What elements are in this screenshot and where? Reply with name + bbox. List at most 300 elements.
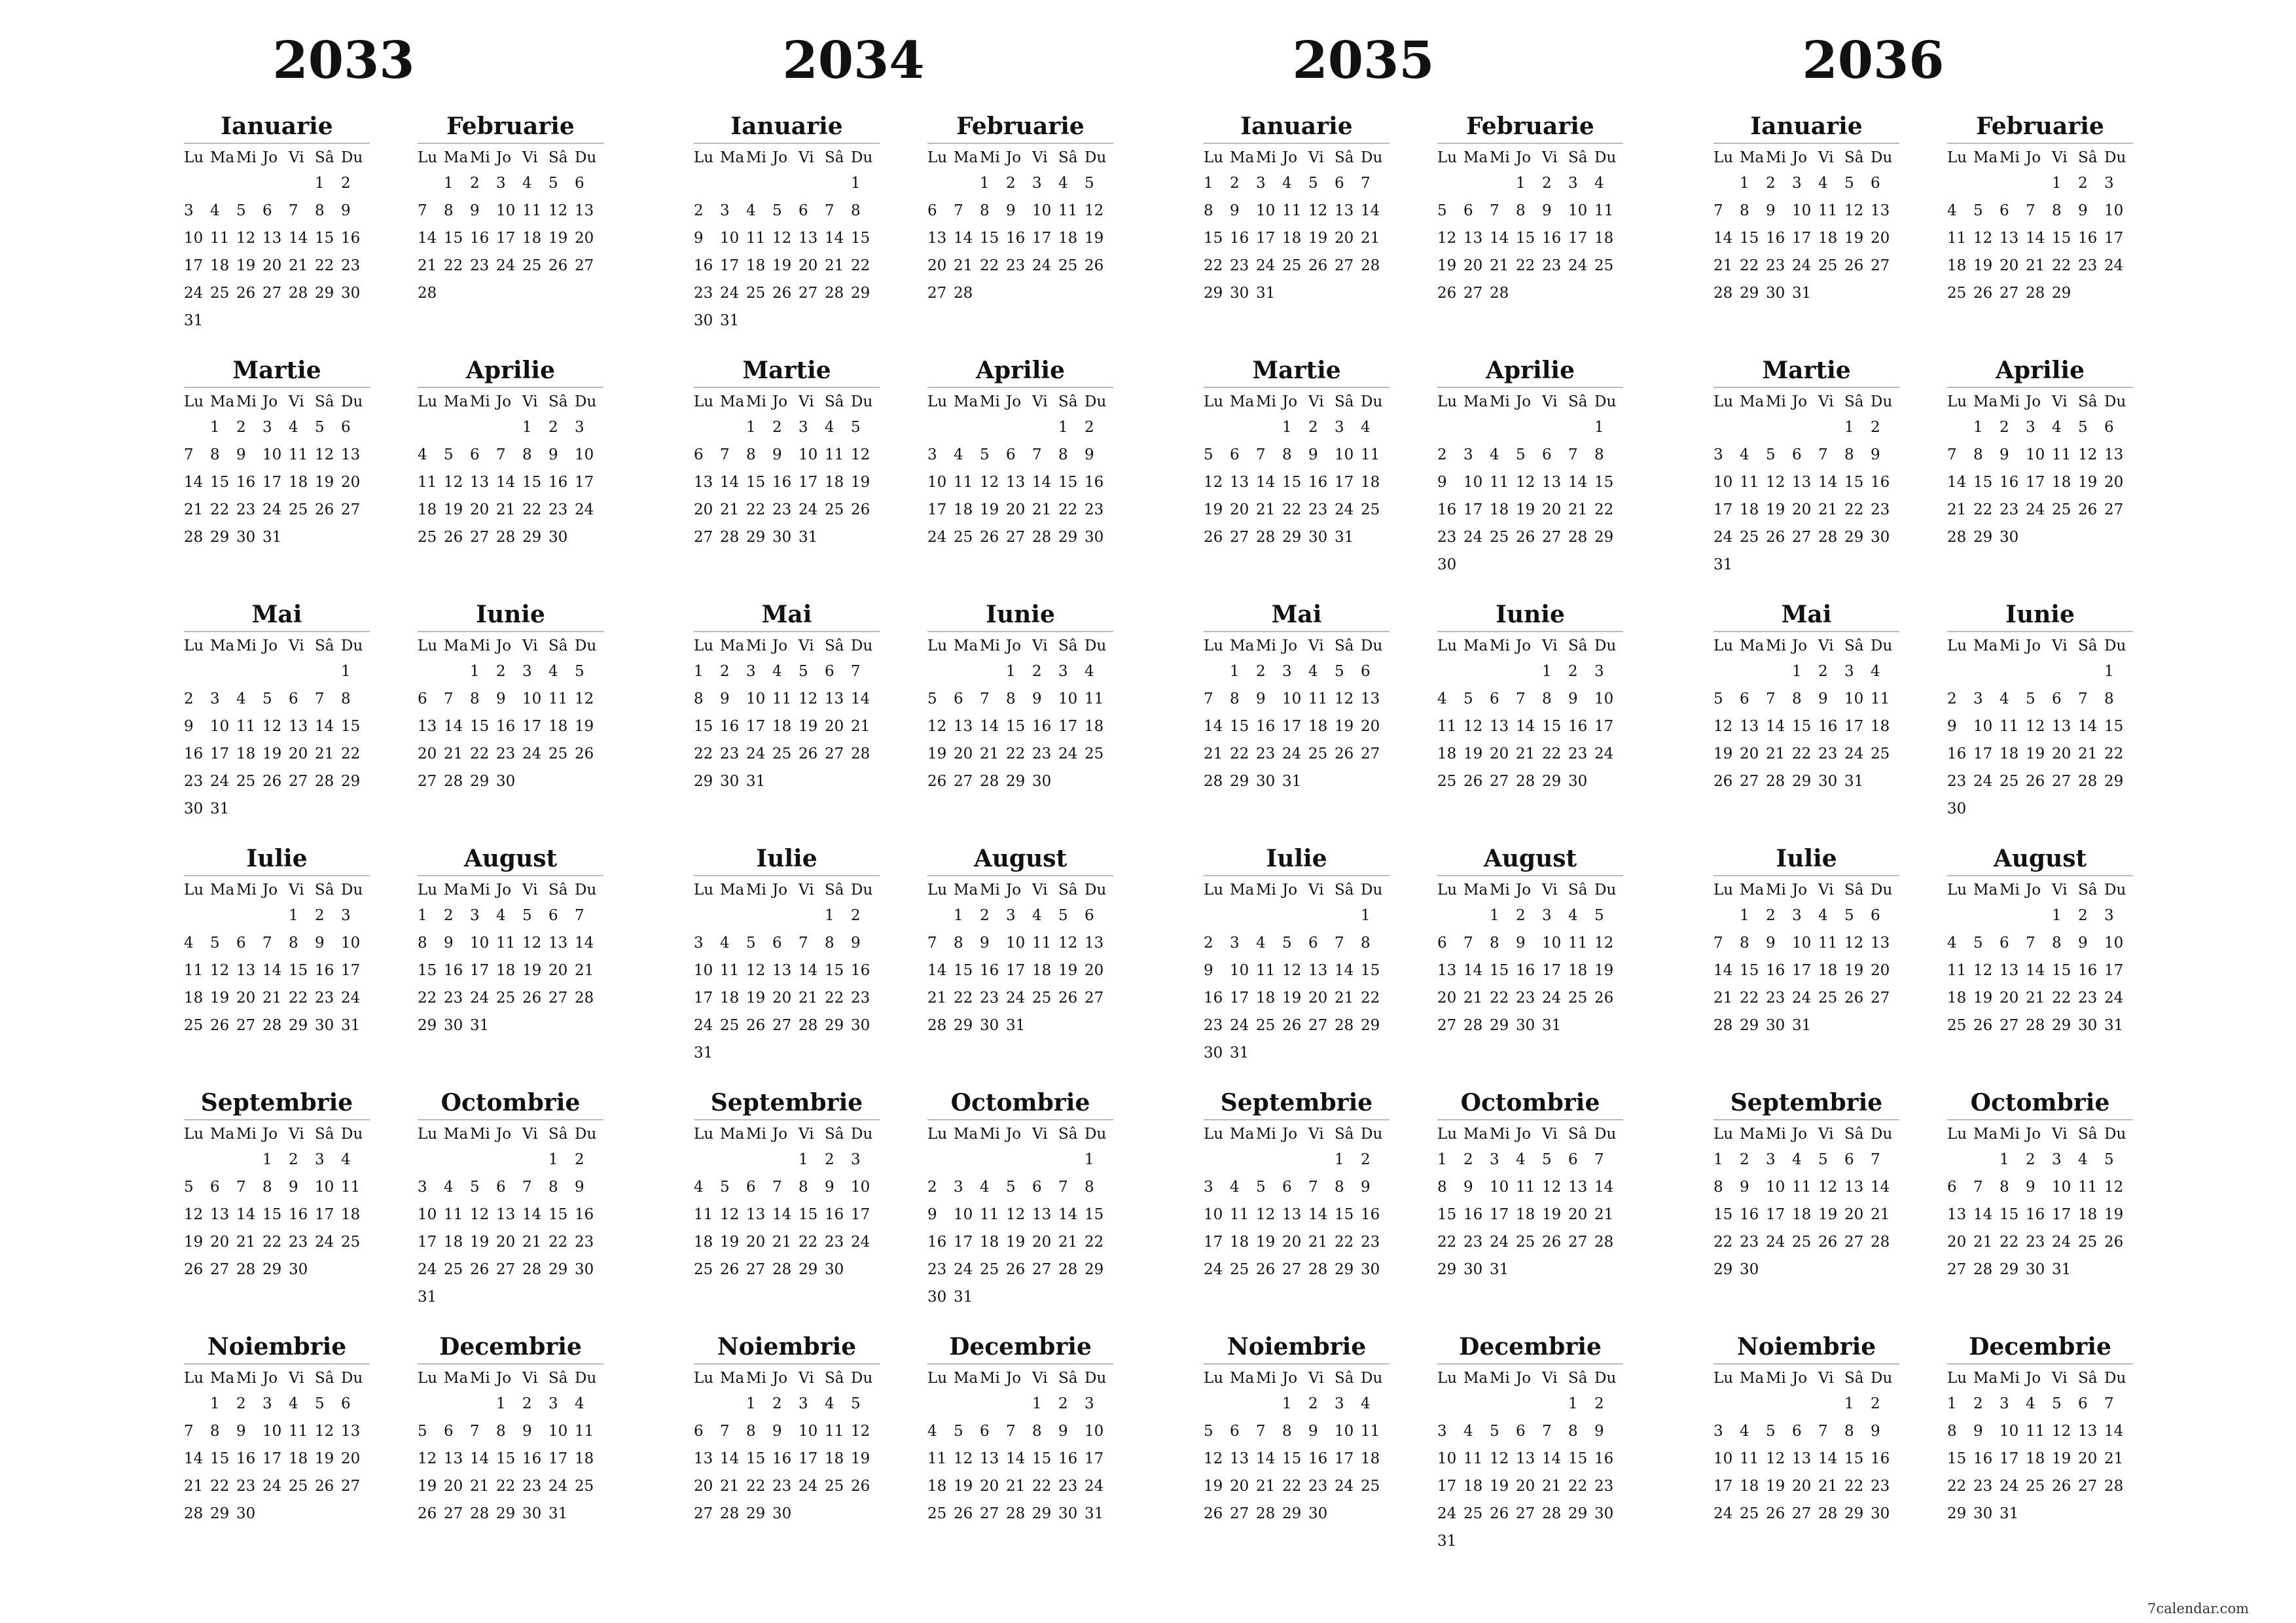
day-cell: 6 bbox=[1308, 935, 1318, 952]
day-cell: 24 bbox=[1490, 1234, 1509, 1251]
day-cell: 30 bbox=[1973, 1505, 1993, 1522]
day-cell: 28 bbox=[1256, 529, 1276, 546]
weekday-label: Mi bbox=[1766, 1126, 1786, 1143]
weekday-label: Lu bbox=[184, 637, 204, 654]
week-row bbox=[1713, 686, 1899, 713]
day-cell: 27 bbox=[236, 1017, 256, 1034]
day-cell: 5 bbox=[210, 935, 220, 952]
day-cell: 23 bbox=[1871, 1478, 1890, 1495]
week-row bbox=[1947, 1473, 2133, 1501]
day-cell: 24 bbox=[1844, 745, 1864, 762]
month-name: August bbox=[463, 845, 558, 872]
day-cell: 11 bbox=[954, 474, 973, 491]
weekday-label: Jo bbox=[1282, 149, 1298, 166]
day-cell: 13 bbox=[1871, 202, 1890, 219]
day-cell: 30 bbox=[1740, 1261, 1759, 1278]
day-cell: 20 bbox=[1871, 230, 1890, 247]
day-cell: 4 bbox=[2052, 419, 2062, 436]
day-cell: 20 bbox=[1032, 1234, 1052, 1251]
day-cell: 30 bbox=[927, 1289, 947, 1306]
day-cell: 30 bbox=[1766, 285, 1785, 302]
week-row bbox=[184, 225, 370, 253]
week-row bbox=[694, 469, 880, 497]
day-cell: 2 bbox=[548, 419, 558, 436]
day-cell: 30 bbox=[1871, 1505, 1890, 1522]
day-cell: 21 bbox=[1335, 990, 1354, 1007]
day-cell: 8 bbox=[289, 935, 298, 952]
weekday-label: Vi bbox=[1818, 1370, 1834, 1387]
day-cell: 4 bbox=[1308, 663, 1318, 680]
day-cell: 18 bbox=[1058, 230, 1078, 247]
weekday-label: Mi bbox=[236, 637, 257, 654]
weekday-header bbox=[694, 143, 880, 170]
day-cell: 7 bbox=[1973, 1179, 1983, 1196]
day-cell: 16 bbox=[1085, 474, 1104, 491]
month-name: Mai bbox=[1271, 601, 1322, 628]
day-cell: 15 bbox=[1594, 474, 1614, 491]
day-cell: 2 bbox=[772, 419, 782, 436]
week-row bbox=[1437, 1501, 1623, 1528]
week-row bbox=[927, 469, 1113, 497]
week-row bbox=[1204, 469, 1390, 497]
day-cell: 6 bbox=[496, 1179, 506, 1196]
weekday-label: Vi bbox=[1308, 637, 1324, 654]
day-cell: 4 bbox=[1361, 419, 1371, 436]
weekday-label: Ma bbox=[1230, 393, 1255, 410]
weekday-label: Mi bbox=[980, 1370, 1000, 1387]
day-cell: 4 bbox=[496, 907, 506, 924]
day-cell: 8 bbox=[1594, 446, 1604, 463]
day-cell: 16 bbox=[1204, 990, 1223, 1007]
weekday-label: Sâ bbox=[548, 882, 568, 899]
day-cell: 18 bbox=[496, 962, 516, 979]
year-title: 2034 bbox=[782, 31, 925, 90]
day-cell: 5 bbox=[720, 1179, 730, 1196]
weekday-label: Mi bbox=[1490, 149, 1510, 166]
day-cell: 31 bbox=[1792, 285, 1812, 302]
day-cell: 21 bbox=[1006, 1478, 1026, 1495]
weekday-label: Mi bbox=[746, 882, 766, 899]
day-cell: 22 bbox=[1740, 257, 1759, 274]
day-cell: 29 bbox=[1490, 1017, 1509, 1034]
day-cell: 5 bbox=[746, 935, 756, 952]
day-cell: 26 bbox=[548, 257, 568, 274]
week-row bbox=[1713, 930, 1899, 957]
month-name: Mai bbox=[1781, 601, 1832, 628]
day-cell: 30 bbox=[575, 1261, 594, 1278]
weekday-label: Ma bbox=[720, 393, 745, 410]
weekday-label: Mi bbox=[1256, 1370, 1276, 1387]
week-row bbox=[418, 1418, 603, 1446]
day-cell: 25 bbox=[496, 990, 516, 1007]
week-row bbox=[418, 170, 603, 198]
week-row bbox=[184, 1257, 370, 1284]
weekday-header bbox=[1947, 875, 2133, 902]
weekday-label: Jo bbox=[772, 882, 788, 899]
day-cell: 21 bbox=[927, 990, 947, 1007]
week-row bbox=[1204, 658, 1390, 686]
week-row bbox=[1947, 985, 2133, 1012]
day-cell: 15 bbox=[289, 962, 308, 979]
day-cell: 12 bbox=[2052, 1423, 2072, 1440]
day-cell: 6 bbox=[1871, 175, 1880, 192]
weekday-header bbox=[1437, 387, 1623, 414]
day-cell: 3 bbox=[1594, 663, 1604, 680]
day-cell: 6 bbox=[1361, 663, 1371, 680]
day-cell: 25 bbox=[1308, 745, 1328, 762]
weekday-label: Jo bbox=[1516, 637, 1532, 654]
day-cell: 6 bbox=[2078, 1395, 2088, 1412]
month-name: Octombrie bbox=[950, 1089, 1090, 1116]
day-cell: 10 bbox=[1230, 962, 1249, 979]
weekday-label: Jo bbox=[262, 637, 278, 654]
weekday-label: Vi bbox=[1542, 393, 1558, 410]
day-cell: 24 bbox=[1058, 745, 1078, 762]
weekday-header bbox=[184, 1119, 370, 1147]
weekday-label: Mi bbox=[470, 637, 490, 654]
day-cell: 28 bbox=[772, 1261, 792, 1278]
day-cell: 10 bbox=[1542, 935, 1562, 952]
day-cell: 9 bbox=[1085, 446, 1094, 463]
month-name: August bbox=[1993, 845, 2087, 872]
day-cell: 2 bbox=[927, 1179, 937, 1196]
day-cell: 23 bbox=[927, 1261, 947, 1278]
weekday-label: Du bbox=[341, 882, 363, 899]
day-cell: 29 bbox=[522, 529, 542, 546]
day-cell: 4 bbox=[1256, 935, 1266, 952]
month-grid bbox=[927, 875, 1113, 1040]
week-row bbox=[1437, 1473, 1623, 1501]
day-cell: 20 bbox=[548, 962, 568, 979]
day-cell: 31 bbox=[1713, 556, 1733, 573]
week-row bbox=[418, 1147, 603, 1174]
week-row bbox=[694, 253, 880, 280]
day-cell: 20 bbox=[1844, 1206, 1864, 1223]
day-cell: 21 bbox=[444, 745, 463, 762]
weekday-label: Mi bbox=[2000, 1370, 2020, 1387]
day-cell: 26 bbox=[1085, 257, 1104, 274]
day-cell: 6 bbox=[1871, 907, 1880, 924]
day-cell: 27 bbox=[418, 773, 437, 790]
day-cell: 30 bbox=[2026, 1261, 2045, 1278]
day-cell: 8 bbox=[1006, 690, 1016, 707]
day-cell: 14 bbox=[2026, 962, 2045, 979]
month-grid bbox=[184, 1363, 370, 1528]
day-cell: 26 bbox=[1256, 1261, 1276, 1278]
day-cell: 27 bbox=[1542, 529, 1562, 546]
weekday-label: Du bbox=[341, 637, 363, 654]
day-cell: 10 bbox=[1490, 1179, 1509, 1196]
day-cell: 25 bbox=[720, 1017, 740, 1034]
week-row bbox=[927, 1391, 1113, 1418]
day-cell: 23 bbox=[1437, 529, 1457, 546]
day-cell: 6 bbox=[1032, 1179, 1042, 1196]
day-cell: 4 bbox=[2000, 690, 2009, 707]
day-cell: 21 bbox=[184, 501, 204, 518]
weekday-label: Mi bbox=[2000, 149, 2020, 166]
day-cell: 4 bbox=[341, 1151, 351, 1168]
weekday-label: Jo bbox=[772, 1126, 788, 1143]
weekday-label: Jo bbox=[1516, 882, 1532, 899]
week-row bbox=[1437, 741, 1623, 768]
day-cell: 2 bbox=[1463, 1151, 1473, 1168]
day-cell: 16 bbox=[470, 230, 490, 247]
weekday-label: Lu bbox=[1713, 149, 1734, 166]
day-cell: 31 bbox=[418, 1289, 437, 1306]
day-cell: 20 bbox=[470, 501, 490, 518]
day-cell: 22 bbox=[2000, 1234, 2019, 1251]
day-cell: 29 bbox=[1740, 1017, 1759, 1034]
day-cell: 17 bbox=[2026, 474, 2045, 491]
day-cell: 16 bbox=[1818, 718, 1838, 735]
day-cell: 20 bbox=[210, 1234, 230, 1251]
weekday-label: Jo bbox=[1006, 1370, 1022, 1387]
week-row bbox=[1947, 930, 2133, 957]
week-row bbox=[694, 1040, 880, 1067]
day-cell: 1 bbox=[1032, 1395, 1042, 1412]
day-cell: 14 bbox=[496, 474, 516, 491]
day-cell: 11 bbox=[746, 230, 766, 247]
day-cell: 21 bbox=[2078, 745, 2098, 762]
day-cell: 5 bbox=[184, 1179, 194, 1196]
weekday-label: Ma bbox=[1463, 149, 1488, 166]
day-cell: 3 bbox=[851, 1151, 861, 1168]
weekday-label: Mi bbox=[236, 1126, 257, 1143]
weekday-label: Lu bbox=[1204, 637, 1224, 654]
day-cell: 23 bbox=[1766, 257, 1785, 274]
week-row bbox=[418, 658, 603, 686]
day-cell: 5 bbox=[1844, 907, 1854, 924]
day-cell: 3 bbox=[1230, 935, 1240, 952]
day-cell: 4 bbox=[1490, 446, 1499, 463]
day-cell: 5 bbox=[1973, 202, 1983, 219]
month-grid bbox=[1437, 875, 1623, 1040]
weekday-label: Lu bbox=[927, 1126, 948, 1143]
day-cell: 8 bbox=[522, 446, 532, 463]
day-cell: 13 bbox=[1230, 1450, 1249, 1467]
day-cell: 30 bbox=[1361, 1261, 1380, 1278]
weekday-label: Ma bbox=[1740, 882, 1765, 899]
day-cell: 11 bbox=[720, 962, 740, 979]
week-row bbox=[184, 741, 370, 768]
day-cell: 12 bbox=[236, 230, 256, 247]
day-cell: 27 bbox=[1844, 1234, 1864, 1251]
day-cell: 27 bbox=[1230, 529, 1249, 546]
day-cell: 25 bbox=[289, 1478, 308, 1495]
site-credit[interactable]: 7calendar.com bbox=[2147, 1601, 2249, 1616]
day-cell: 15 bbox=[341, 718, 361, 735]
day-cell: 31 bbox=[1490, 1261, 1509, 1278]
week-row bbox=[1204, 713, 1390, 741]
day-cell: 6 bbox=[210, 1179, 220, 1196]
week-row bbox=[927, 253, 1113, 280]
day-cell: 12 bbox=[184, 1206, 204, 1223]
day-cell: 12 bbox=[1844, 935, 1864, 952]
week-row bbox=[184, 1501, 370, 1528]
day-cell: 24 bbox=[1335, 501, 1354, 518]
day-cell: 2 bbox=[2078, 907, 2088, 924]
day-cell: 26 bbox=[1308, 257, 1328, 274]
day-cell: 5 bbox=[575, 663, 584, 680]
day-cell: 7 bbox=[1568, 446, 1578, 463]
day-cell: 3 bbox=[2104, 175, 2114, 192]
day-cell: 28 bbox=[496, 529, 516, 546]
day-cell: 25 bbox=[1568, 990, 1588, 1007]
weekday-label: Ma bbox=[1463, 882, 1488, 899]
day-cell: 2 bbox=[2000, 419, 2009, 436]
day-cell: 7 bbox=[1594, 1151, 1604, 1168]
weekday-label: Sâ bbox=[825, 1126, 844, 1143]
day-cell: 14 bbox=[575, 935, 594, 952]
day-cell: 13 bbox=[927, 230, 947, 247]
day-cell: 21 bbox=[1871, 1206, 1890, 1223]
month-name: Februarie bbox=[446, 113, 575, 140]
day-cell: 25 bbox=[1740, 1505, 1759, 1522]
week-row bbox=[418, 524, 603, 552]
weekday-label: Lu bbox=[694, 1126, 714, 1143]
day-cell: 11 bbox=[825, 1423, 844, 1440]
weekday-label: Ma bbox=[1740, 1370, 1765, 1387]
day-cell: 27 bbox=[496, 1261, 516, 1278]
day-cell: 20 bbox=[341, 1450, 361, 1467]
day-cell: 10 bbox=[1437, 1450, 1457, 1467]
day-cell: 17 bbox=[522, 718, 542, 735]
day-cell: 5 bbox=[772, 202, 782, 219]
day-cell: 25 bbox=[444, 1261, 463, 1278]
weekday-label: Ma bbox=[1973, 393, 1998, 410]
day-cell: 11 bbox=[444, 1206, 463, 1223]
month-name: Aprilie bbox=[1995, 357, 2085, 384]
day-cell: 9 bbox=[1230, 202, 1240, 219]
week-row bbox=[418, 469, 603, 497]
day-cell: 22 bbox=[1282, 1478, 1302, 1495]
day-cell: 16 bbox=[1973, 1450, 1993, 1467]
day-cell: 28 bbox=[1871, 1234, 1890, 1251]
day-cell: 23 bbox=[1516, 990, 1535, 1007]
weekday-label: Jo bbox=[1282, 1126, 1298, 1143]
weekday-label: Vi bbox=[522, 637, 538, 654]
day-cell: 11 bbox=[1256, 962, 1276, 979]
day-cell: 15 bbox=[1490, 962, 1509, 979]
day-cell: 29 bbox=[1361, 1017, 1380, 1034]
day-cell: 10 bbox=[522, 690, 542, 707]
day-cell: 29 bbox=[1568, 1505, 1588, 1522]
day-cell: 11 bbox=[1282, 202, 1302, 219]
day-cell: 27 bbox=[1006, 529, 1026, 546]
week-row bbox=[184, 1012, 370, 1040]
day-cell: 13 bbox=[289, 718, 308, 735]
day-cell: 23 bbox=[444, 990, 463, 1007]
day-cell: 5 bbox=[444, 446, 454, 463]
day-cell: 15 bbox=[2104, 718, 2124, 735]
day-cell: 5 bbox=[1490, 1423, 1499, 1440]
day-cell: 3 bbox=[2026, 419, 2036, 436]
week-row bbox=[1947, 280, 2133, 308]
week-row bbox=[1437, 1446, 1623, 1473]
day-cell: 2 bbox=[1542, 175, 1552, 192]
day-cell: 26 bbox=[720, 1261, 740, 1278]
day-cell: 4 bbox=[772, 663, 782, 680]
day-cell: 27 bbox=[2078, 1478, 2098, 1495]
day-cell: 13 bbox=[694, 474, 713, 491]
day-cell: 9 bbox=[1594, 1423, 1604, 1440]
weekday-label: Jo bbox=[1282, 882, 1298, 899]
day-cell: 10 bbox=[1844, 690, 1864, 707]
weekday-label: Jo bbox=[1006, 149, 1022, 166]
day-cell: 1 bbox=[341, 663, 351, 680]
day-cell: 23 bbox=[1542, 257, 1562, 274]
weekday-label: Lu bbox=[184, 149, 204, 166]
day-cell: 28 bbox=[575, 990, 594, 1007]
weekday-label: Vi bbox=[522, 1126, 538, 1143]
day-cell: 14 bbox=[2026, 230, 2045, 247]
day-cell: 13 bbox=[1335, 202, 1354, 219]
day-cell: 12 bbox=[315, 446, 334, 463]
day-cell: 31 bbox=[1085, 1505, 1104, 1522]
day-cell: 6 bbox=[1516, 1423, 1526, 1440]
weekday-label: Du bbox=[851, 393, 873, 410]
day-cell: 8 bbox=[851, 202, 861, 219]
weekday-label: Ma bbox=[1740, 1126, 1765, 1143]
day-cell: 25 bbox=[746, 285, 766, 302]
day-cell: 1 bbox=[418, 907, 427, 924]
day-cell: 13 bbox=[2104, 446, 2124, 463]
day-cell: 14 bbox=[1058, 1206, 1078, 1223]
day-cell: 1 bbox=[1230, 663, 1240, 680]
week-row bbox=[418, 985, 603, 1012]
day-cell: 5 bbox=[1973, 935, 1983, 952]
day-cell: 15 bbox=[210, 1450, 230, 1467]
day-cell: 6 bbox=[2052, 690, 2062, 707]
day-cell: 11 bbox=[522, 202, 542, 219]
day-cell: 17 bbox=[341, 962, 361, 979]
weekday-label: Mi bbox=[1490, 393, 1510, 410]
day-cell: 18 bbox=[1947, 257, 1967, 274]
day-cell: 10 bbox=[575, 446, 594, 463]
weekday-label: Mi bbox=[746, 393, 766, 410]
day-cell: 15 bbox=[444, 230, 463, 247]
week-row bbox=[694, 1418, 880, 1446]
weekday-label: Lu bbox=[927, 149, 948, 166]
day-cell: 3 bbox=[1844, 663, 1854, 680]
day-cell: 30 bbox=[236, 1505, 256, 1522]
day-cell: 21 bbox=[851, 718, 870, 735]
day-cell: 20 bbox=[1335, 230, 1354, 247]
day-cell: 10 bbox=[2104, 202, 2124, 219]
day-cell: 10 bbox=[470, 935, 490, 952]
day-cell: 8 bbox=[1568, 1423, 1578, 1440]
week-row bbox=[184, 957, 370, 985]
day-cell: 17 bbox=[1792, 962, 1812, 979]
day-cell: 4 bbox=[1032, 907, 1042, 924]
day-cell: 19 bbox=[927, 745, 947, 762]
day-cell: 5 bbox=[522, 907, 532, 924]
day-cell: 17 bbox=[1973, 745, 1993, 762]
day-cell: 9 bbox=[1308, 1423, 1318, 1440]
weekday-label: Mi bbox=[236, 393, 257, 410]
weekday-label: Jo bbox=[1006, 637, 1022, 654]
day-cell: 30 bbox=[1463, 1261, 1483, 1278]
day-cell: 14 bbox=[1713, 230, 1733, 247]
day-cell: 26 bbox=[980, 529, 999, 546]
day-cell: 23 bbox=[470, 257, 490, 274]
day-cell: 5 bbox=[1437, 202, 1447, 219]
day-cell: 7 bbox=[236, 1179, 246, 1196]
day-cell: 3 bbox=[2052, 1151, 2062, 1168]
day-cell: 2 bbox=[1361, 1151, 1371, 1168]
day-cell: 12 bbox=[522, 935, 542, 952]
day-cell: 6 bbox=[694, 1423, 704, 1440]
